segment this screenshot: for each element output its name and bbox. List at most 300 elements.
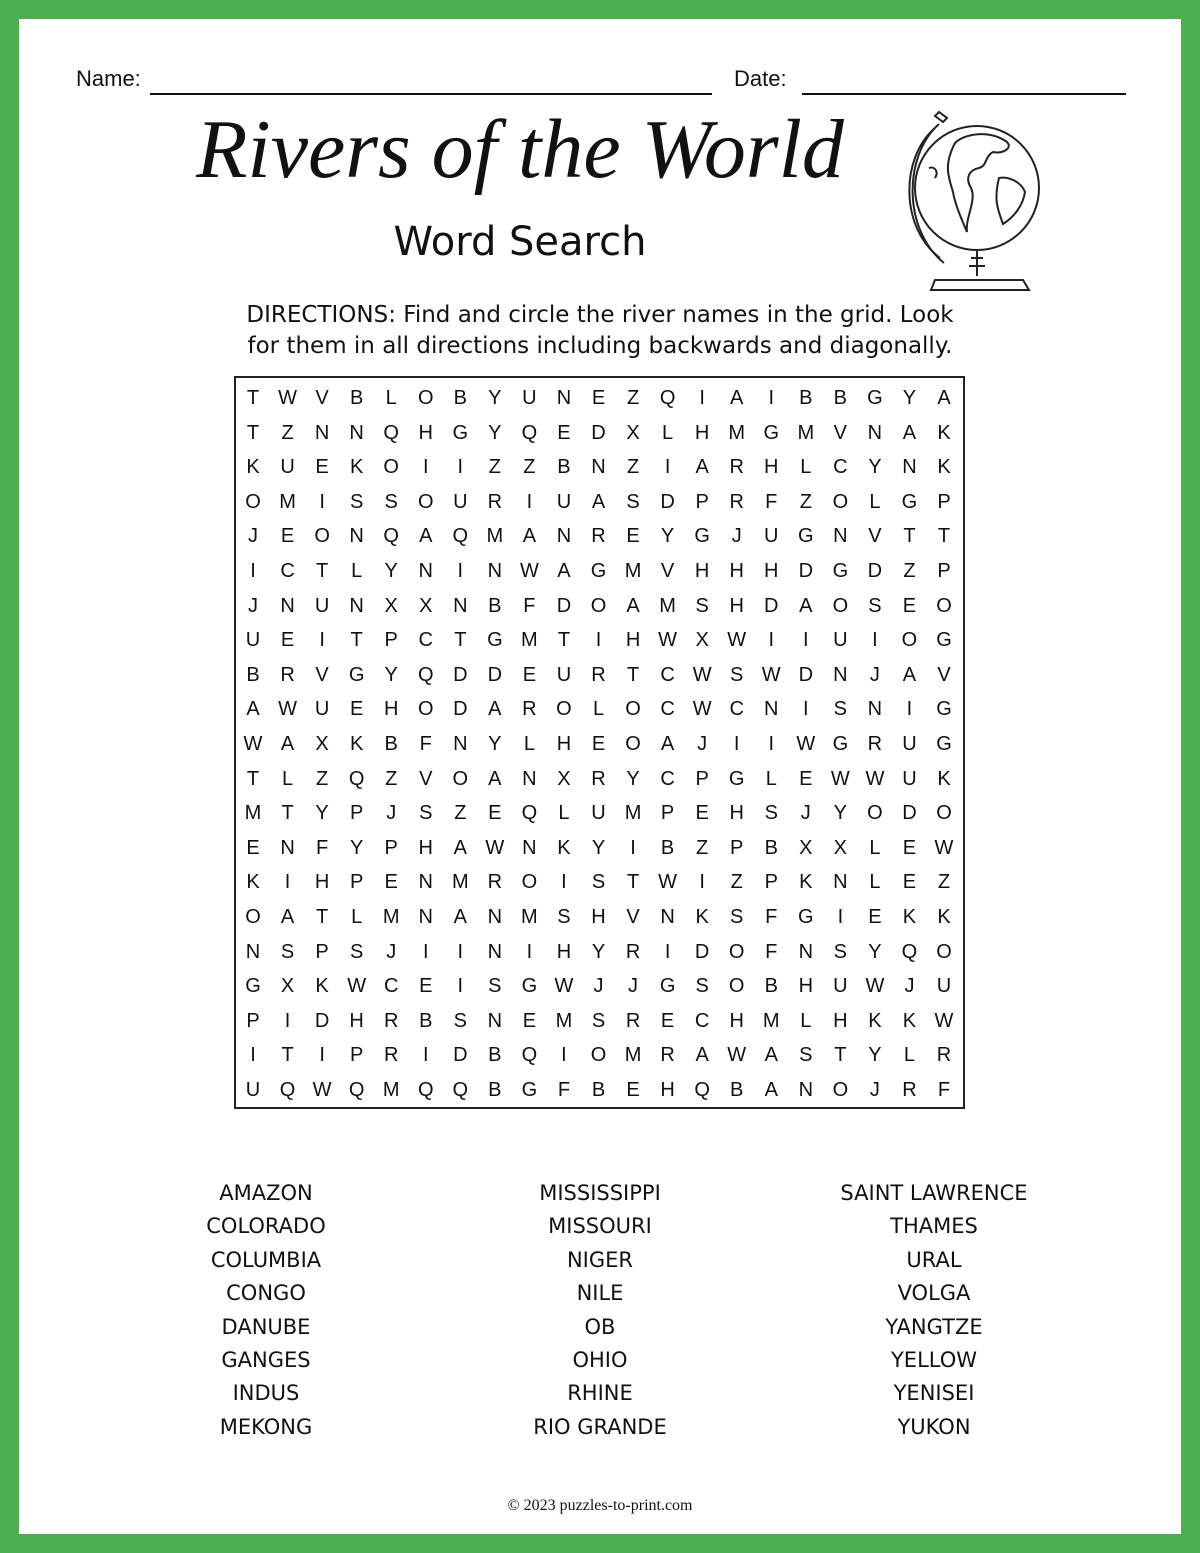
grid-letter[interactable]: N [487, 1009, 503, 1032]
grid-letter[interactable]: F [937, 1079, 951, 1101]
grid-letter[interactable]: W [278, 698, 297, 721]
grid-letter[interactable]: V [868, 525, 882, 548]
grid-letter[interactable]: A [695, 1044, 709, 1067]
grid-letter[interactable]: W [312, 1079, 332, 1101]
grid-letter[interactable]: E [626, 1079, 640, 1101]
grid-letter[interactable]: O [625, 733, 641, 755]
grid-letter[interactable]: D [867, 560, 883, 582]
grid-letter[interactable]: H [729, 1009, 744, 1032]
grid-letter[interactable]: A [522, 525, 537, 548]
grid-letter[interactable]: I [768, 629, 775, 652]
grid-letter[interactable]: E [522, 663, 537, 686]
grid-letter[interactable]: K [246, 456, 260, 479]
grid-letter[interactable]: T [937, 525, 951, 548]
grid-letter[interactable]: X [315, 733, 329, 755]
grid-letter[interactable]: N [487, 560, 503, 582]
grid-letter[interactable]: G [728, 767, 745, 790]
grid-letter[interactable]: H [798, 975, 814, 998]
grid-letter[interactable]: L [869, 871, 881, 894]
grid-letter[interactable]: D [591, 421, 606, 444]
grid-letter[interactable]: Z [385, 767, 398, 790]
grid-letter[interactable]: D [453, 1044, 468, 1067]
grid-letter[interactable]: F [765, 940, 778, 963]
grid-letter[interactable]: Y [868, 456, 882, 479]
grid-letter[interactable]: E [315, 456, 329, 479]
grid-letter[interactable]: O [556, 698, 572, 721]
grid-letter[interactable]: U [902, 733, 917, 755]
grid-letter[interactable]: I [561, 1044, 567, 1067]
grid-letter[interactable]: Q [417, 1079, 434, 1101]
grid-letter[interactable]: W [934, 1009, 954, 1032]
grid-letter[interactable]: D [314, 1009, 330, 1032]
grid-letter[interactable]: G [901, 490, 918, 513]
grid-letter[interactable]: N [833, 663, 848, 686]
grid-letter[interactable]: R [383, 1009, 399, 1032]
grid-letter[interactable]: W [658, 871, 678, 894]
grid-letter[interactable]: N [487, 940, 503, 963]
grid-letter[interactable]: I [250, 560, 256, 582]
grid-letter[interactable]: O [417, 698, 434, 721]
grid-letter[interactable]: Q [383, 421, 399, 444]
grid-letter[interactable]: E [384, 871, 398, 894]
grid-letter[interactable]: G [694, 525, 710, 548]
grid-letter[interactable]: D [764, 594, 779, 617]
grid-letter[interactable]: P [937, 490, 951, 513]
grid-letter[interactable]: G [798, 525, 814, 548]
grid-letter[interactable]: N [902, 456, 917, 479]
grid-letter[interactable]: S [419, 802, 433, 825]
grid-letter[interactable]: W [554, 975, 574, 998]
grid-letter[interactable]: O [452, 767, 469, 790]
grid-letter[interactable]: M [624, 1044, 642, 1067]
grid-letter[interactable]: K [937, 456, 951, 479]
grid-letter[interactable]: F [765, 490, 778, 513]
grid-letter[interactable]: X [280, 975, 295, 998]
grid-letter[interactable]: Y [902, 387, 917, 409]
grid-letter[interactable]: N [764, 698, 779, 721]
date-field[interactable] [802, 93, 1126, 95]
grid-letter[interactable]: Z [281, 421, 294, 444]
grid-letter[interactable]: A [557, 560, 571, 582]
grid-letter[interactable]: O [383, 456, 399, 479]
grid-letter[interactable]: R [902, 1079, 917, 1101]
grid-letter[interactable]: U [556, 663, 572, 686]
grid-letter[interactable]: R [383, 1044, 399, 1067]
grid-letter[interactable]: K [246, 871, 260, 894]
grid-letter[interactable]: T [246, 767, 260, 790]
grid-letter[interactable]: V [937, 663, 951, 686]
grid-letter[interactable]: Y [833, 802, 848, 825]
grid-letter[interactable]: S [764, 802, 778, 825]
grid-letter[interactable]: T [626, 663, 640, 686]
name-field[interactable] [150, 93, 712, 95]
grid-letter[interactable]: W [658, 629, 678, 652]
grid-letter[interactable]: S [695, 594, 709, 617]
grid-letter[interactable]: U [833, 629, 848, 652]
grid-letter[interactable]: I [457, 940, 464, 963]
grid-letter[interactable]: E [591, 733, 606, 755]
grid-letter[interactable]: H [833, 1009, 848, 1032]
grid-letter[interactable]: M [521, 906, 538, 928]
grid-letter[interactable]: W [865, 767, 885, 790]
grid-letter[interactable]: D [487, 663, 503, 686]
grid-letter[interactable]: C [694, 1009, 710, 1032]
grid-letter[interactable]: D [798, 560, 814, 582]
grid-letter[interactable]: S [280, 940, 295, 963]
grid-letter[interactable]: U [833, 975, 848, 998]
grid-letter[interactable]: Z [799, 490, 812, 513]
grid-letter[interactable]: R [729, 490, 744, 513]
grid-letter[interactable]: N [660, 906, 675, 928]
grid-letter[interactable]: G [348, 663, 365, 686]
grid-letter[interactable]: E [902, 871, 917, 894]
grid-letter[interactable]: V [626, 906, 640, 928]
grid-letter[interactable]: W [727, 629, 747, 652]
grid-letter[interactable]: S [488, 975, 502, 998]
grid-letter[interactable]: B [246, 663, 260, 686]
grid-letter[interactable]: R [487, 871, 503, 894]
grid-letter[interactable]: A [488, 767, 502, 790]
grid-letter[interactable]: Q [521, 802, 538, 825]
grid-letter[interactable]: H [729, 560, 744, 582]
grid-letter[interactable]: S [384, 490, 398, 513]
grid-letter[interactable]: N [280, 594, 295, 617]
grid-letter[interactable]: H [729, 594, 744, 617]
grid-letter[interactable]: C [660, 698, 675, 721]
grid-letter[interactable]: Y [488, 421, 502, 444]
grid-letter[interactable]: F [557, 1079, 571, 1101]
grid-letter[interactable]: R [660, 1044, 675, 1067]
grid-letter[interactable]: A [591, 490, 606, 513]
grid-letter[interactable]: H [418, 836, 433, 859]
grid-letter[interactable]: Z [626, 456, 640, 479]
grid-letter[interactable]: W [692, 663, 712, 686]
grid-letter[interactable]: X [695, 629, 709, 652]
grid-letter[interactable]: H [556, 733, 572, 755]
grid-letter[interactable]: L [903, 1044, 915, 1067]
grid-letter[interactable]: P [315, 940, 329, 963]
grid-letter[interactable]: N [453, 594, 468, 617]
grid-letter[interactable]: G [798, 906, 814, 928]
grid-letter[interactable]: A [280, 906, 295, 928]
grid-letter[interactable]: H [556, 940, 572, 963]
grid-letter[interactable]: A [626, 594, 640, 617]
grid-letter[interactable]: E [660, 1009, 675, 1032]
grid-letter[interactable]: N [522, 836, 537, 859]
grid-letter[interactable]: N [833, 525, 848, 548]
grid-letter[interactable]: L [869, 490, 881, 513]
grid-letter[interactable]: L [765, 767, 777, 790]
grid-letter[interactable]: P [384, 629, 398, 652]
grid-letter[interactable]: Q [348, 1079, 365, 1101]
grid-letter[interactable]: M [244, 802, 262, 825]
grid-letter[interactable]: Q [279, 1079, 296, 1101]
grid-letter[interactable]: A [453, 836, 467, 859]
grid-letter[interactable]: Q [417, 663, 434, 686]
grid-letter[interactable]: H [383, 698, 399, 721]
grid-letter[interactable]: Y [384, 663, 398, 686]
grid-letter[interactable]: N [556, 387, 572, 409]
grid-letter[interactable]: M [624, 802, 642, 825]
grid-letter[interactable]: L [523, 733, 535, 755]
grid-letter[interactable]: I [250, 1044, 256, 1067]
grid-letter[interactable]: W [347, 975, 367, 998]
grid-letter[interactable]: C [729, 698, 744, 721]
grid-letter[interactable]: J [386, 802, 397, 825]
grid-letter[interactable]: F [765, 906, 778, 928]
grid-letter[interactable]: N [349, 525, 364, 548]
grid-letter[interactable]: G [936, 698, 952, 721]
grid-letter[interactable]: W [485, 836, 505, 859]
grid-letter[interactable]: A [695, 456, 709, 479]
grid-letter[interactable]: N [349, 594, 364, 617]
grid-letter[interactable]: T [315, 560, 329, 582]
grid-letter[interactable]: Z [315, 767, 329, 790]
grid-letter[interactable]: V [660, 560, 675, 582]
grid-letter[interactable]: T [281, 802, 294, 825]
grid-letter[interactable]: J [869, 1079, 880, 1101]
grid-letter[interactable]: L [385, 387, 397, 409]
grid-letter[interactable]: N [798, 1079, 814, 1101]
grid-letter[interactable]: W [830, 767, 850, 790]
grid-letter[interactable]: S [591, 1009, 606, 1032]
grid-letter[interactable]: E [902, 836, 917, 859]
grid-letter[interactable]: B [349, 387, 364, 409]
grid-letter[interactable]: E [626, 525, 640, 548]
grid-letter[interactable]: J [248, 525, 258, 548]
grid-letter[interactable]: E [522, 1009, 537, 1032]
grid-letter[interactable]: D [660, 490, 675, 513]
grid-letter[interactable]: R [591, 663, 606, 686]
grid-letter[interactable]: M [486, 525, 504, 548]
grid-letter[interactable]: A [764, 1079, 778, 1101]
grid-letter[interactable]: X [833, 836, 848, 859]
grid-letter[interactable]: M [728, 421, 746, 444]
grid-letter[interactable]: D [798, 663, 814, 686]
grid-letter[interactable]: D [694, 940, 710, 963]
grid-letter[interactable]: K [557, 836, 571, 859]
grid-letter[interactable]: L [662, 421, 674, 444]
grid-letter[interactable]: N [487, 906, 503, 928]
grid-letter[interactable]: N [314, 421, 330, 444]
grid-letter[interactable]: O [521, 871, 538, 894]
grid-letter[interactable]: F [523, 594, 536, 617]
grid-letter[interactable]: V [419, 767, 433, 790]
grid-letter[interactable]: C [418, 629, 433, 652]
grid-letter[interactable]: W [865, 975, 885, 998]
grid-letter[interactable]: A [902, 421, 917, 444]
grid-letter[interactable]: G [452, 421, 469, 444]
grid-letter[interactable]: S [349, 940, 364, 963]
grid-letter[interactable]: G [936, 733, 952, 755]
grid-letter[interactable]: H [660, 1079, 675, 1101]
grid-letter[interactable]: I [319, 629, 325, 652]
grid-letter[interactable]: B [799, 387, 813, 409]
grid-letter[interactable]: L [592, 698, 605, 721]
grid-letter[interactable]: L [351, 906, 363, 928]
grid-letter[interactable]: N [418, 906, 433, 928]
grid-letter[interactable]: J [904, 975, 915, 998]
grid-letter[interactable]: Q [659, 387, 676, 409]
grid-letter[interactable]: B [384, 733, 398, 755]
grid-letter[interactable]: O [245, 490, 261, 513]
grid-letter[interactable]: O [245, 906, 261, 928]
grid-letter[interactable]: B [730, 1079, 744, 1101]
grid-letter[interactable]: M [624, 560, 642, 582]
grid-letter[interactable]: K [695, 906, 709, 928]
grid-letter[interactable]: U [556, 490, 572, 513]
grid-letter[interactable]: L [800, 456, 812, 479]
grid-letter[interactable]: X [557, 767, 571, 790]
grid-letter[interactable]: I [561, 871, 567, 894]
grid-letter[interactable]: I [872, 629, 878, 652]
grid-letter[interactable]: O [936, 594, 952, 617]
grid-letter[interactable]: Z [488, 456, 501, 479]
grid-letter[interactable]: I [768, 387, 775, 409]
grid-letter[interactable]: H [729, 802, 744, 825]
grid-letter[interactable]: F [315, 836, 329, 859]
grid-letter[interactable]: V [833, 421, 848, 444]
grid-letter[interactable]: W [278, 387, 297, 409]
grid-letter[interactable]: J [248, 594, 258, 617]
grid-letter[interactable]: X [419, 594, 433, 617]
grid-letter[interactable]: P [764, 871, 778, 894]
grid-letter[interactable]: B [488, 1044, 502, 1067]
grid-letter[interactable]: B [488, 1079, 502, 1101]
grid-letter[interactable]: P [695, 767, 709, 790]
grid-letter[interactable]: Z [903, 560, 916, 582]
grid-letter[interactable]: N [349, 421, 364, 444]
grid-letter[interactable]: B [591, 1079, 606, 1101]
grid-letter[interactable]: J [869, 663, 880, 686]
grid-letter[interactable]: Z [730, 871, 743, 894]
grid-letter[interactable]: H [591, 906, 606, 928]
grid-letter[interactable]: K [315, 975, 329, 998]
grid-letter[interactable]: P [349, 1044, 364, 1067]
grid-letter[interactable]: O [728, 940, 745, 963]
grid-letter[interactable]: R [487, 490, 503, 513]
grid-letter[interactable]: N [798, 940, 814, 963]
grid-letter[interactable]: E [868, 906, 882, 928]
grid-letter[interactable]: U [245, 629, 261, 652]
grid-letter[interactable]: K [902, 1009, 917, 1032]
grid-letter[interactable]: I [457, 975, 464, 998]
grid-letter[interactable]: B [660, 836, 675, 859]
grid-letter[interactable]: I [422, 1044, 429, 1067]
grid-letter[interactable]: I [699, 871, 705, 894]
grid-letter[interactable]: M [382, 1079, 400, 1101]
grid-letter[interactable]: G [659, 975, 676, 998]
grid-letter[interactable]: I [906, 698, 913, 721]
grid-letter[interactable]: M [659, 594, 676, 617]
grid-letter[interactable]: J [731, 525, 742, 548]
grid-letter[interactable]: C [280, 560, 295, 582]
grid-letter[interactable]: D [902, 802, 917, 825]
grid-letter[interactable]: Y [591, 940, 606, 963]
grid-letter[interactable]: G [590, 560, 607, 582]
grid-letter[interactable]: O [590, 594, 607, 617]
grid-letter[interactable]: I [422, 940, 429, 963]
grid-letter[interactable]: S [868, 594, 882, 617]
grid-letter[interactable]: S [453, 1009, 467, 1032]
grid-letter[interactable]: V [315, 387, 329, 409]
grid-letter[interactable]: M [382, 906, 400, 928]
grid-letter[interactable]: C [660, 663, 675, 686]
grid-letter[interactable]: I [733, 733, 740, 755]
grid-letter[interactable]: I [284, 1009, 291, 1032]
grid-letter[interactable]: J [593, 975, 604, 998]
grid-letter[interactable]: O [590, 1044, 607, 1067]
grid-letter[interactable]: J [386, 940, 397, 963]
grid-letter[interactable]: T [315, 906, 329, 928]
grid-letter[interactable]: R [522, 698, 537, 721]
grid-letter[interactable]: B [453, 387, 467, 409]
grid-letter[interactable]: U [280, 456, 295, 479]
grid-letter[interactable]: P [695, 490, 709, 513]
grid-letter[interactable]: G [487, 629, 503, 652]
grid-letter[interactable]: O [867, 802, 883, 825]
grid-letter[interactable]: T [246, 387, 260, 409]
grid-letter[interactable]: S [730, 663, 744, 686]
grid-letter[interactable]: R [591, 525, 606, 548]
grid-letter[interactable]: Y [626, 767, 640, 790]
grid-letter[interactable]: T [281, 1044, 294, 1067]
grid-letter[interactable]: Y [349, 836, 364, 859]
grid-letter[interactable]: A [937, 387, 951, 409]
grid-letter[interactable]: L [869, 836, 881, 859]
grid-letter[interactable]: E [280, 525, 295, 548]
grid-letter[interactable]: N [418, 560, 433, 582]
grid-letter[interactable]: F [419, 733, 432, 755]
grid-letter[interactable]: H [314, 871, 330, 894]
grid-letter[interactable]: A [730, 387, 744, 409]
grid-letter[interactable]: X [384, 594, 398, 617]
grid-letter[interactable]: I [457, 456, 464, 479]
grid-letter[interactable]: Y [488, 733, 502, 755]
grid-letter[interactable]: I [526, 490, 533, 513]
grid-letter[interactable]: U [902, 767, 917, 790]
grid-letter[interactable]: L [281, 767, 294, 790]
grid-letter[interactable]: A [280, 733, 295, 755]
grid-letter[interactable]: B [833, 387, 848, 409]
grid-letter[interactable]: E [695, 802, 709, 825]
grid-letter[interactable]: R [625, 1009, 641, 1032]
grid-letter[interactable]: G [936, 629, 952, 652]
grid-letter[interactable]: Z [937, 871, 951, 894]
grid-letter[interactable]: N [245, 940, 261, 963]
grid-letter[interactable]: O [625, 698, 641, 721]
grid-letter[interactable]: S [833, 698, 848, 721]
grid-letter[interactable]: Y [384, 560, 398, 582]
grid-letter[interactable]: O [936, 940, 952, 963]
grid-letter[interactable]: W [692, 698, 712, 721]
grid-letter[interactable]: B [488, 594, 502, 617]
grid-letter[interactable]: S [695, 975, 709, 998]
grid-letter[interactable]: O [832, 594, 849, 617]
grid-letter[interactable]: A [660, 733, 675, 755]
grid-letter[interactable]: K [937, 767, 951, 790]
grid-letter[interactable]: U [453, 490, 468, 513]
grid-letter[interactable]: I [803, 629, 809, 652]
grid-letter[interactable]: O [832, 490, 849, 513]
grid-letter[interactable]: H [764, 560, 779, 582]
grid-letter[interactable]: U [314, 594, 330, 617]
grid-letter[interactable]: D [556, 594, 572, 617]
grid-letter[interactable]: M [797, 421, 815, 444]
grid-letter[interactable]: U [522, 387, 537, 409]
grid-letter[interactable]: D [453, 663, 468, 686]
grid-letter[interactable]: H [349, 1009, 364, 1032]
